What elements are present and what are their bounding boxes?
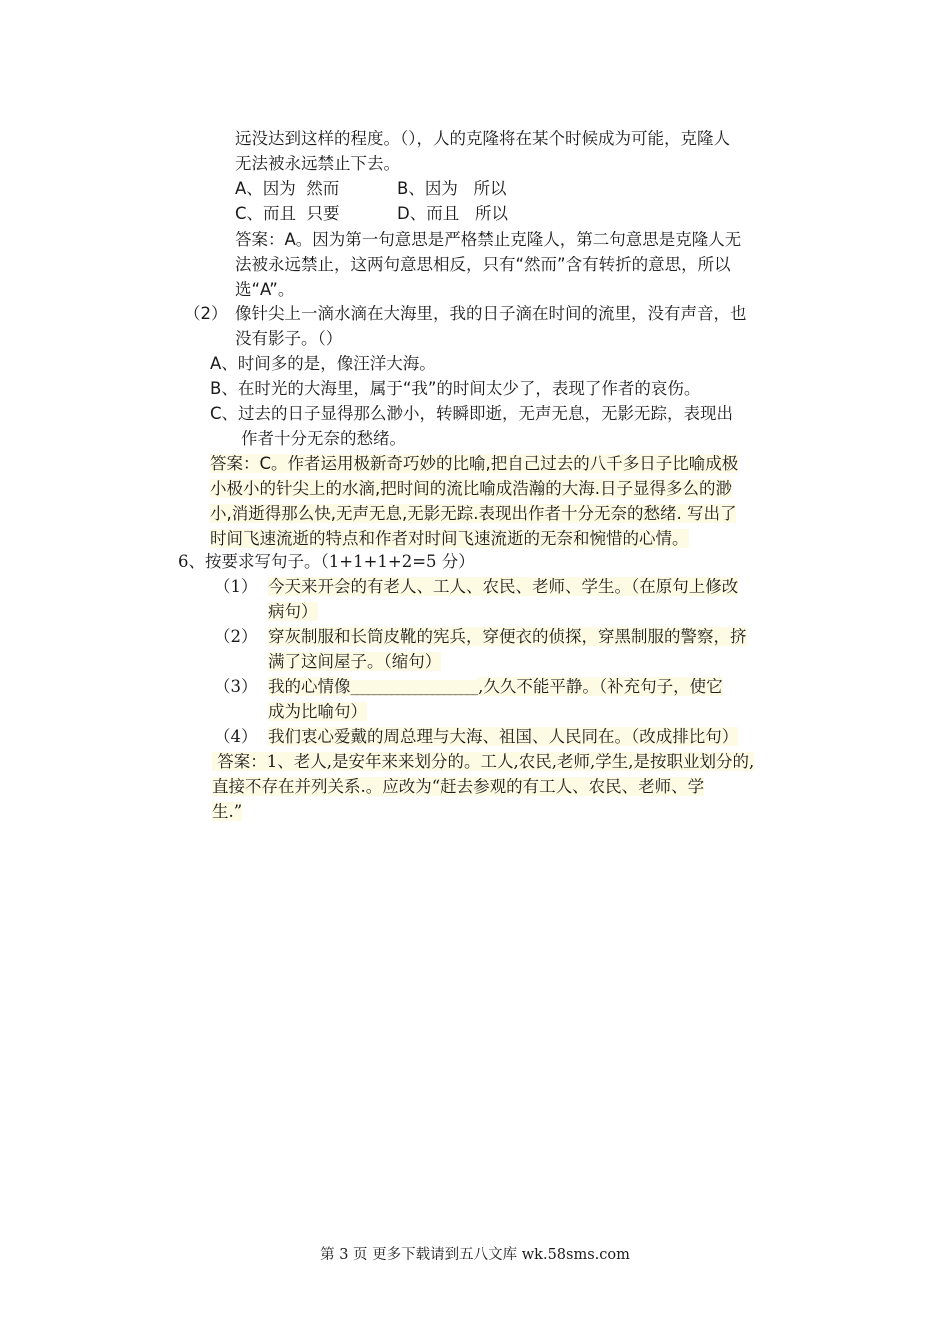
answer-line	[210, 502, 736, 525]
answer-line-highlight: 小极小的针尖上的水滴,把时间的流比喻成浩瀚的大海.日子显得多么的渺	[210, 479, 732, 498]
answer-line	[212, 800, 242, 823]
answer-line	[210, 527, 689, 550]
option-c-continued: 作者十分无奈的愁绪。	[241, 429, 406, 448]
option-a: A、因为 然而	[235, 179, 340, 198]
answer-line	[212, 775, 704, 798]
item-text-highlight: 我的心情像	[268, 677, 351, 696]
item-text-line	[268, 625, 747, 648]
question-text-line: 没有影子。（）	[235, 329, 343, 348]
answer-line: 答案：A。因为第一句意思是严格禁止克隆人，第二句意思是克隆人无	[235, 230, 742, 249]
section-title: 6、按要求写句子。（1+1+1+2=5 分）	[178, 552, 475, 571]
answer-line-highlight: 答案：C。作者运用极新奇巧妙的比喻,把自己过去的八千多日子比喻成极	[210, 454, 739, 473]
item-text-line	[268, 575, 738, 598]
question-text-line: 无法被永远禁止下去。	[235, 154, 400, 173]
answer-line	[210, 477, 732, 500]
item-number: （1）	[214, 577, 258, 596]
option-b: B、因为 所以	[397, 179, 507, 198]
item-text-highlight: 病句）	[268, 602, 318, 621]
option-d: D、而且 所以	[397, 204, 508, 223]
answer-line-highlight: 直接不存在并列关系.。应改为“赶去参观的有工人、农民、老师、学	[212, 777, 705, 796]
answer-line: 选“A”。	[235, 280, 295, 299]
item-text-line	[268, 725, 738, 748]
option-b: B、在时光的大海里，属于“我”的时间太少了，表现了作者的哀伤。	[210, 379, 701, 398]
item-text-line	[268, 700, 367, 723]
item-text-highlight: 今天来开会的有老人、工人、农民、老师、学生。（在原句上修改	[268, 577, 739, 596]
question-text-line: 远没达到这样的程度。（），人的克隆将在某个时候成为可能，克隆人	[235, 129, 730, 148]
fill-in-blank: ______________________	[350, 680, 479, 696]
item-text-line	[268, 650, 441, 673]
answer-line	[212, 750, 754, 773]
item-text-highlight: 我们衷心爱戴的周总理与大海、祖国、人民同在。（改成排比句）	[268, 727, 739, 746]
answer-line-highlight: 小,消逝得那么快,无声无息,无影无踪.表现出作者十分无奈的愁绪. 写出了	[210, 504, 737, 523]
option-c: C、过去的日子显得那么渺小，转瞬即逝，无声无息，无影无踪，表现出	[210, 404, 734, 423]
answer-line-highlight: 答案：1、老人,是安年来来划分的。工人,农民,老师,学生,是按职业划分的,	[212, 752, 755, 771]
answer-line-highlight: 生.”	[212, 802, 243, 821]
item-number: （3）	[214, 677, 258, 696]
question-text-line: 像针尖上一滴水滴在大海里，我的日子滴在时间的流里，没有声音，也	[235, 304, 747, 323]
item-number: （4）	[214, 727, 258, 746]
answer-line	[210, 452, 738, 475]
item-text-line	[268, 600, 318, 623]
answer-line: 法被永远禁止，这两句意思相反，只有“然而”含有转折的意思，所以	[235, 255, 731, 274]
option-a: A、时间多的是，像汪洋大海。	[210, 354, 436, 373]
item-text-highlight: 穿灰制服和长筒皮靴的宪兵，穿便衣的侦探，穿黑制服的警察，挤	[268, 627, 747, 646]
page-footer: 第 3 页 更多下载请到五八文库 wk.58sms.com	[320, 1247, 630, 1263]
item-text-highlight: ,久久不能平静。（补充句子，使它	[478, 677, 723, 696]
answer-line-highlight: 时间飞速流逝的特点和作者对时间飞速流逝的无奈和惋惜的心情。	[210, 529, 689, 548]
item-text-highlight: 成为比喻句）	[268, 702, 367, 721]
question-number: （2）	[184, 304, 228, 323]
item-text-highlight: 满了这间屋子。（缩句）	[268, 652, 442, 671]
option-c: C、而且 只要	[235, 204, 340, 223]
item-number: （2）	[214, 627, 258, 646]
item-text-line	[268, 675, 723, 700]
